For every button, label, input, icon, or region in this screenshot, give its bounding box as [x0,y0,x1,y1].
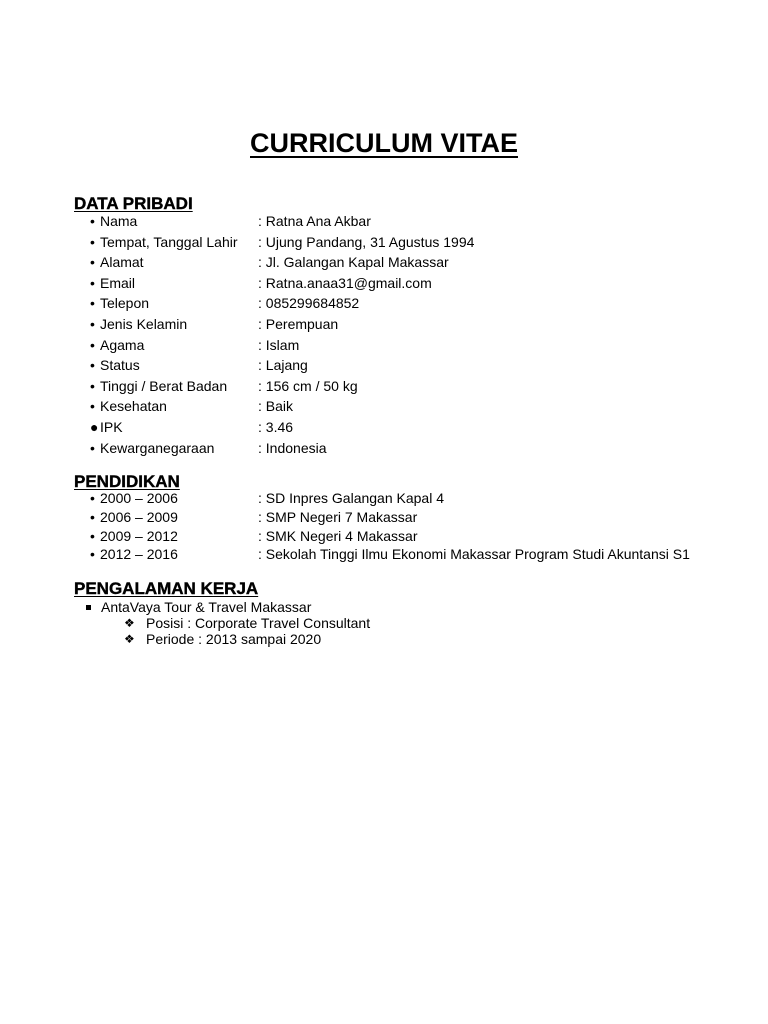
item-value: : 3.46 [258,419,294,435]
item-label: 2009 – 2012 [100,527,178,544]
bullet-icon: • [90,508,95,525]
item-label: Nama [100,213,138,229]
item-value: : Ujung Pandang, 31 Agustus 1994 [258,233,475,250]
experience-position: Posisi : Corporate Travel Consultant [146,615,371,631]
bullet-icon: • [90,546,95,563]
section-heading-pendidikan: PENDIDIKAN [74,472,180,491]
bullet-icon: • [90,295,95,312]
section-heading-pengalaman-kerja: PENGALAMAN KERJA [74,579,259,598]
item-value: : SMP Negeri 7 Makassar [258,508,418,525]
item-value: : Ratna Ana Akbar [258,213,371,229]
item-label: Agama [100,336,145,353]
bullet-icon: ● [90,419,99,435]
item-label: Kewarganegaraan [100,439,215,456]
item-label: Jenis Kelamin [100,316,188,332]
bullet-icon: • [90,254,95,271]
item-label: Email [100,274,136,291]
item-label: IPK [100,419,123,435]
experience-company: AntaVaya Tour & Travel Makassar [101,599,312,615]
item-value: : Ratna.anaa31@gmail.com [258,274,432,291]
item-label: 2012 – 2016 [100,546,178,563]
item-label: Tempat, Tanggal Lahir [100,233,238,250]
item-label: Telepon [100,295,150,312]
item-value: : Lajang [258,357,308,374]
bullet-icon: • [90,527,95,544]
diamond-bullet-icon: ❖ [124,616,135,630]
bullet-icon: • [90,316,95,332]
diamond-bullet-icon: ❖ [124,632,135,646]
bullet-icon: • [90,213,95,229]
bullet-icon: • [90,233,95,250]
item-label: Tinggi / Berat Badan [100,377,228,394]
item-label: 2000 – 2006 [100,490,178,506]
document-title: CURRICULUM VITAE [250,128,518,158]
item-value: : SD Inpres Galangan Kapal 4 [258,490,445,506]
item-label: 2006 – 2009 [100,508,178,525]
bullet-icon: • [90,336,95,353]
item-value: : 156 cm / 50 kg [258,377,358,394]
item-value: : Perempuan [258,316,339,332]
experience-period: Periode : 2013 sampai 2020 [146,631,322,647]
bullet-icon: • [90,377,95,394]
item-value: : Sekolah Tinggi Ilmu Ekonomi Makassar Program Studi Akuntansi S1 [258,546,690,563]
item-label: Status [100,357,140,374]
bullet-icon: • [90,357,95,374]
bullet-icon: • [90,439,95,456]
item-label: Kesehatan [100,398,167,415]
bullet-icon: • [90,490,95,506]
item-label: Alamat [100,254,144,271]
item-value: : Indonesia [258,439,327,456]
item-value: : 085299684852 [258,295,360,312]
bullet-icon: • [90,398,95,415]
bullet-icon: • [90,274,95,291]
section-heading-data-pribadi: DATA PRIBADI [74,194,193,213]
item-value: : Islam [258,336,300,353]
item-value: : Baik [258,398,294,415]
square-bullet-icon [86,605,91,610]
item-value: : SMK Negeri 4 Makassar [258,527,418,544]
item-value: : Jl. Galangan Kapal Makassar [258,254,449,271]
